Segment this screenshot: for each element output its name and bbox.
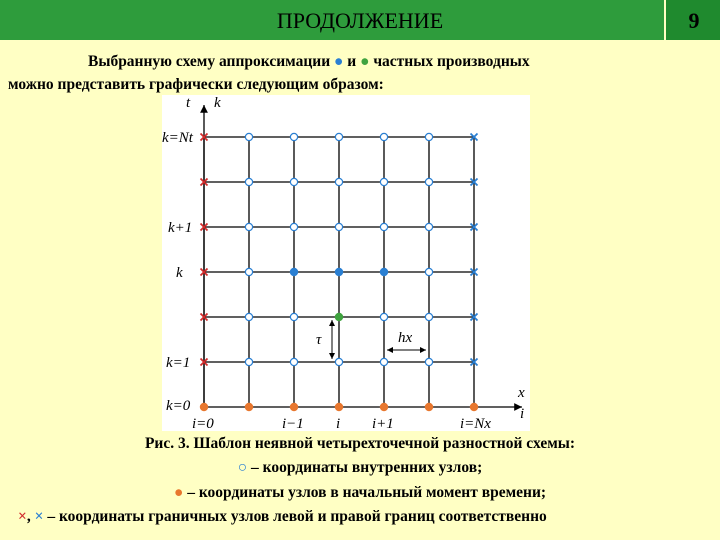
axis-x-label: x (518, 385, 525, 401)
stencil-node (380, 268, 387, 275)
slide-title: ПРОДОЛЖЕНИЕ (276, 8, 444, 33)
interior-node (335, 133, 342, 140)
interior-node (380, 133, 387, 140)
caption-separator: , (26, 508, 35, 525)
col-label-i-nx: i=Nx (460, 416, 491, 431)
stencil-figure (162, 95, 530, 431)
interior-node (380, 178, 387, 185)
tau-label: τ (316, 332, 322, 348)
col-label-i: i (336, 416, 341, 431)
initial-node (425, 403, 432, 410)
interior-node (335, 178, 342, 185)
interior-node (245, 178, 252, 185)
caption-interior-nodes (0, 459, 720, 477)
interior-node (245, 223, 252, 230)
row-label-k-nt: k=Nt (162, 130, 193, 146)
caption-interior-text: – координаты внутренних узлов; (247, 459, 483, 476)
interior-node (425, 268, 432, 275)
row-label-k: k (176, 265, 183, 281)
initial-node (200, 403, 207, 410)
caption-initial-nodes (0, 484, 720, 502)
interior-node (245, 133, 252, 140)
caption-initial-text: – координаты узлов в начальный момент времени; (183, 484, 547, 501)
blue-dot-icon: ● (334, 53, 344, 70)
caption-title: Рис. 3. Шаблон неявной четырехточечной разностной схемы: (144, 435, 576, 452)
initial-node (245, 403, 252, 410)
h-label: hx (398, 330, 413, 346)
initial-node (470, 403, 477, 410)
interior-node (290, 358, 297, 365)
initial-node (380, 403, 387, 410)
intro-line-1 (88, 53, 530, 71)
col-label-i-minus-1: i−1 (282, 416, 304, 431)
interior-node (380, 313, 387, 320)
blue-cross-icon: × (34, 508, 44, 525)
col-label-i-0: i=0 (192, 416, 214, 431)
row-label-k-1: k=1 (166, 355, 191, 371)
intro-text-c: частных производных (369, 53, 530, 70)
row-label-k-0: k=0 (166, 398, 191, 414)
axis-k-label: k (214, 95, 221, 111)
interior-node (245, 268, 252, 275)
interior-node (245, 313, 252, 320)
interior-node (290, 133, 297, 140)
interior-node (290, 223, 297, 230)
caption-boundary-text: – координаты граничных узлов левой и правой границ соответственно (43, 508, 547, 525)
interior-node (335, 223, 342, 230)
initial-node (335, 403, 342, 410)
interior-node (380, 223, 387, 230)
green-dot-icon: ● (360, 53, 370, 70)
interior-node (425, 313, 432, 320)
intro-text-b: и (343, 53, 361, 70)
intro-line-2: можно представить графически следующим образом: (8, 76, 384, 93)
interior-node (245, 358, 252, 365)
page-number: 9 (664, 0, 720, 40)
axis-i-label: i (520, 406, 525, 422)
orange-dot-icon: ● (173, 484, 184, 501)
caption-boundary-nodes (18, 508, 547, 526)
interior-node (290, 313, 297, 320)
interior-node (425, 358, 432, 365)
interior-node (425, 223, 432, 230)
interior-node (380, 358, 387, 365)
interior-node (290, 178, 297, 185)
grid-diagram (162, 95, 530, 431)
axis-t-label: t (186, 95, 191, 111)
stencil-node (335, 313, 342, 320)
row-label-k-plus-1: k+1 (168, 220, 193, 236)
stencil-node (335, 268, 342, 275)
stencil-node (290, 268, 297, 275)
initial-node (290, 403, 297, 410)
interior-node (425, 178, 432, 185)
open-circle-icon: ○ (237, 459, 248, 476)
intro-text-a: Выбранную схему аппроксимации (88, 53, 334, 70)
interior-node (425, 133, 432, 140)
col-label-i-plus-1: i+1 (372, 416, 394, 431)
red-cross-icon: × (18, 508, 27, 525)
interior-node (335, 358, 342, 365)
